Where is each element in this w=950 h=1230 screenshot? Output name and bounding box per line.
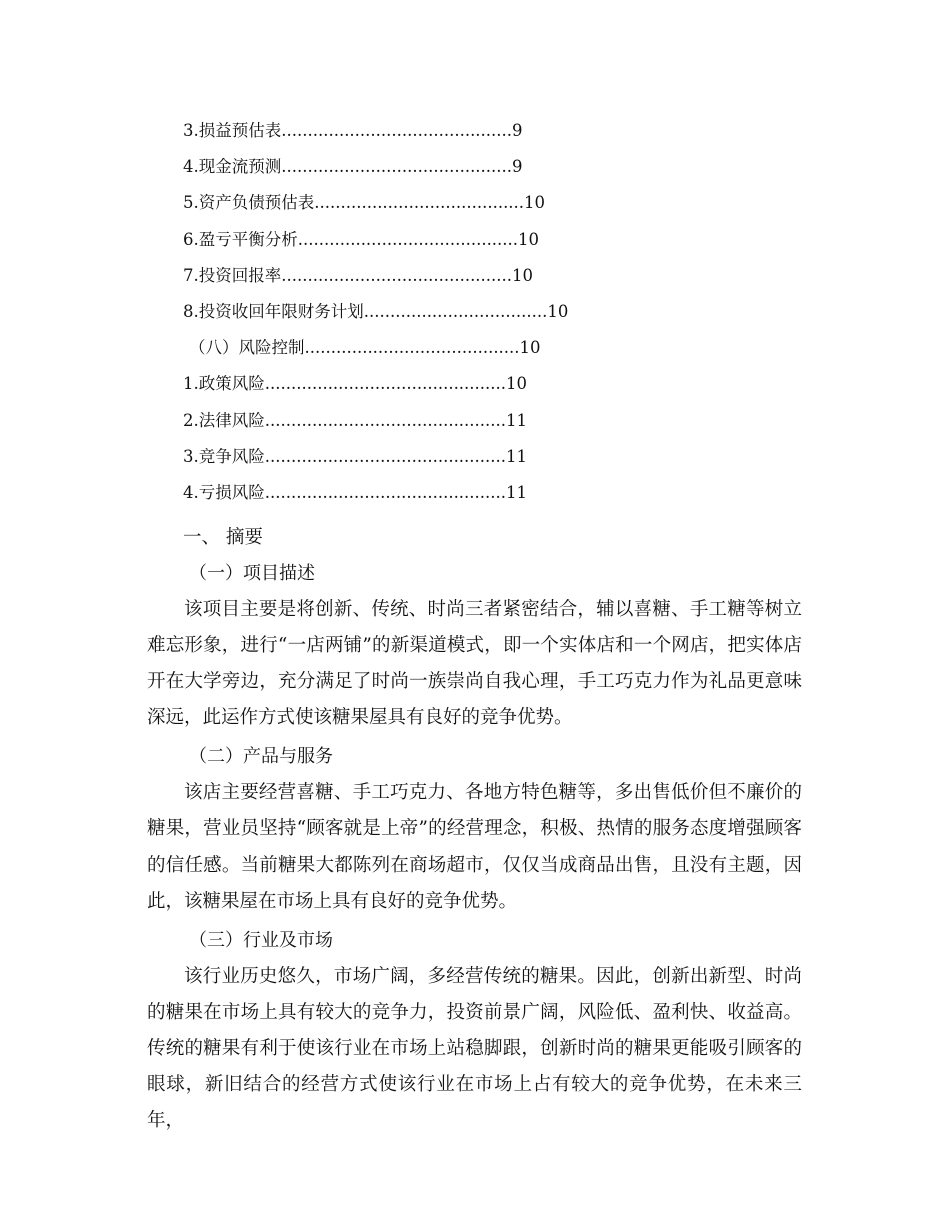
toc-entry-label: 4.现金流预测 (183, 157, 282, 177)
toc-page-number: 10 (547, 301, 569, 321)
subsection-heading-industry-market: （三）行业及市场 (189, 929, 333, 951)
toc-leader-dots: ................................... (363, 301, 548, 321)
toc-entry-label: 2.法律风险 (183, 410, 265, 430)
toc-entry[interactable] (183, 154, 763, 190)
toc-page-number: 10 (519, 338, 541, 358)
paragraph-industry-market: 该行业历史悠久，市场广阔，多经营传统的糖果。因此，创新出新型、时尚的糖果在市场上具有较大的竞争力，投资前景广阔，风险低、盈利快、收益高。传统的糖果有利于使该行业在市场上站稳脚跟，创新时尚的糖果更能吸引顾客的眼球，新旧结合的经营方式使该行业在市场上占有较大的竞争优势，在未来三年， (147, 965, 802, 1132)
toc-entry[interactable] (183, 118, 763, 154)
toc-leader-dots: .............................................. (264, 410, 507, 430)
toc-entry-label: 6.盈亏平衡分析 (183, 229, 298, 249)
toc-entry[interactable] (183, 190, 763, 226)
toc-page-number: 11 (506, 446, 528, 466)
subsection-heading-project-description: （一）项目描述 (189, 563, 315, 584)
toc-page-number: 9 (512, 157, 523, 177)
paragraph-project-description: 该项目主要是将创新、传统、时尚三者紧密结合，辅以喜糖、手工糖等树立难忘形象，进行“一店两铺”的新渠道模式，即一个实体店和一个网店，把实体店开在大学旁边，充分满足了时尚一族崇尚自我心理，手工巧克力作为礼品更意味深远，此运作方式使该糖果屋具有良好的竞争优势。 (147, 599, 802, 729)
subsection-heading-products-services: （二）产品与服务 (189, 746, 333, 768)
toc-entry-label: 3.损益预估表 (183, 121, 282, 140)
toc-entry[interactable] (183, 444, 763, 480)
toc-page-number: 10 (506, 374, 528, 394)
toc-entry[interactable] (183, 299, 763, 335)
toc-entry[interactable] (183, 408, 763, 444)
toc-entry-label: 8.投资收回年限财务计划 (183, 301, 364, 321)
toc-entry-label: 4.亏损风险 (183, 482, 265, 502)
toc-leader-dots: ......................................... (304, 338, 520, 358)
toc-entry-label: 3.竞争风险 (183, 446, 265, 466)
toc-section-entry[interactable] (183, 335, 763, 371)
toc-page-number: 10 (524, 193, 546, 213)
toc-page-number: 11 (506, 410, 528, 430)
toc-leader-dots: .............................................. (264, 446, 507, 466)
toc-leader-dots: ............................................ (281, 265, 513, 285)
toc-page-number: 11 (506, 482, 528, 502)
section-heading-summary: 一、 摘要 (183, 527, 263, 548)
toc-leader-dots: ............................................ (281, 157, 513, 177)
toc-entry[interactable] (183, 227, 763, 263)
toc-leader-dots: .......................................... (297, 229, 519, 249)
paragraph-products-services: 该店主要经营喜糖、手工巧克力、各地方特色糖等，多出售低价但不廉价的糖果，营业员坚持“顾客就是上帝”的经营理念，积极、热情的服务态度增强顾客的信任感。当前糖果大都陈列在商场超市，仅仅当成商品出售，且没有主题，因此，该糖果屋在市场上具有良好的竞争优势。 (147, 782, 802, 912)
toc-leader-dots: ............................................ (281, 121, 513, 140)
document-body (147, 520, 802, 1142)
toc-entry[interactable] (183, 480, 763, 516)
toc-entry[interactable] (183, 371, 763, 407)
toc-leader-dots: ........................................ (314, 193, 525, 213)
toc-entry-label: 5.资产负债预估表 (183, 193, 315, 213)
toc-entry-label: （八）风险控制 (189, 338, 305, 358)
table-of-contents (183, 118, 763, 516)
toc-leader-dots: .............................................. (264, 374, 507, 394)
toc-page-number: 9 (512, 121, 523, 140)
toc-leader-dots: .............................................. (264, 482, 507, 502)
toc-entry-label: 7.投资回报率 (183, 265, 282, 285)
toc-entry-label: 1.政策风险 (183, 374, 265, 394)
toc-page-number: 10 (512, 265, 534, 285)
toc-page-number: 10 (518, 229, 540, 249)
toc-entry[interactable] (183, 263, 763, 299)
